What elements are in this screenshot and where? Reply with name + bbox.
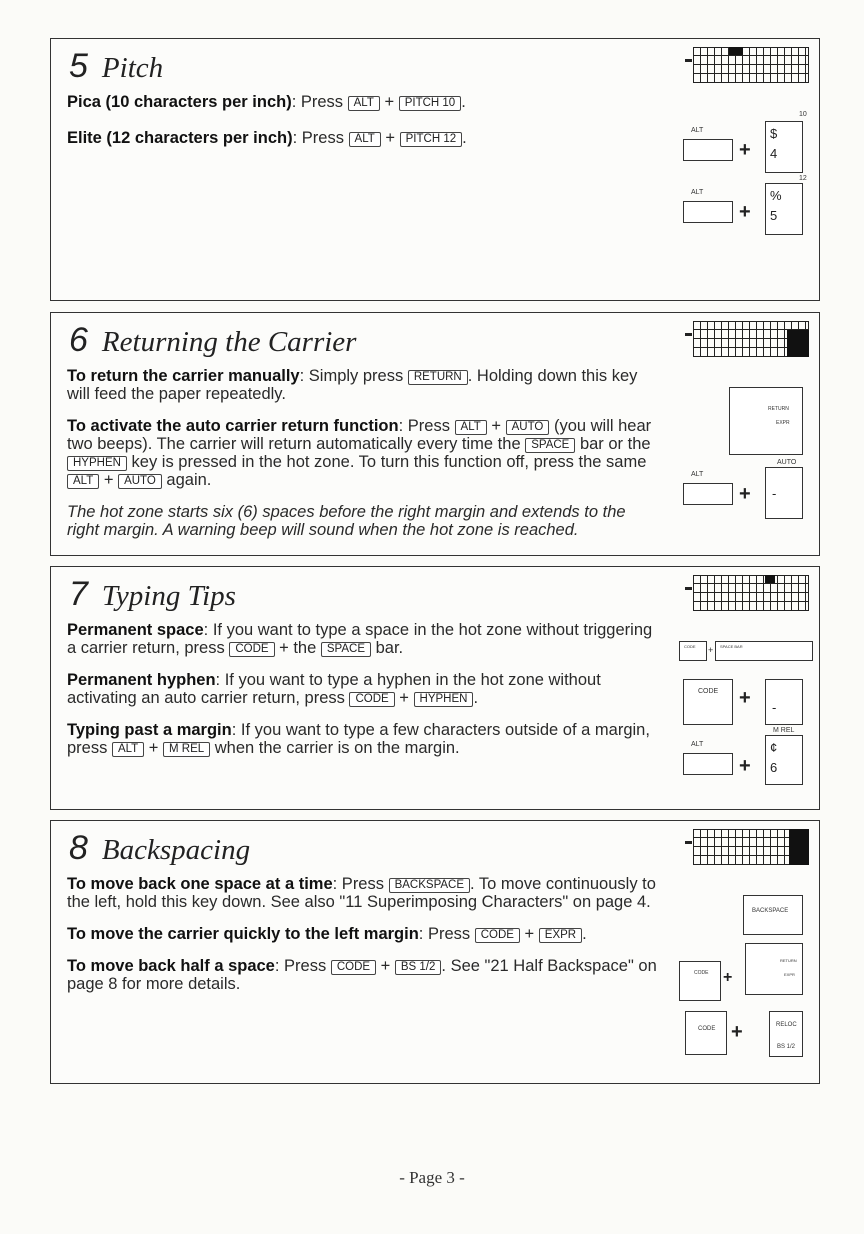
paragraph-left-margin <box>67 925 659 943</box>
space-key: SPACE <box>525 438 575 453</box>
plus-icon: + <box>723 969 733 986</box>
alt-label: ALT <box>691 741 704 748</box>
return-label: RETURN <box>780 958 797 963</box>
text: : Press <box>332 875 389 893</box>
text: bar. <box>371 639 404 657</box>
text: : Press <box>418 925 475 943</box>
section-number: 8 <box>69 829 88 867</box>
keyboard-icon <box>685 47 809 83</box>
bold-lead: To move back one space at a time <box>67 875 333 893</box>
section-body <box>67 367 659 553</box>
return-key-icon <box>729 387 803 455</box>
auto-key: AUTO <box>506 420 550 435</box>
text: : If you want to type a space in the hot zone without triggering a carrier return, press <box>67 621 653 657</box>
paragraph-pica <box>67 93 659 111</box>
keyboard-icon <box>685 575 809 611</box>
expr-key: EXPR <box>539 928 582 943</box>
paragraph-past-margin <box>67 721 659 757</box>
section-number: 7 <box>69 575 88 613</box>
plus-icon: + <box>739 483 751 505</box>
paragraph-elite <box>67 129 659 147</box>
pitch-12-key: PITCH 12 <box>400 132 463 147</box>
plus-sign: + <box>103 471 114 489</box>
text: again. <box>161 471 212 489</box>
keyboard-diagram <box>679 47 815 247</box>
code-key-icon <box>683 679 733 725</box>
pitch-10-key-icon <box>765 121 803 173</box>
code-key: CODE <box>349 692 394 707</box>
alt-key-icon <box>683 201 733 223</box>
auto-label: AUTO <box>777 459 797 466</box>
bold-lead: Elite (12 characters per inch) <box>67 129 293 147</box>
section-body <box>67 93 659 161</box>
paragraph-half-space <box>67 957 659 993</box>
alt-label: ALT <box>691 189 704 196</box>
keyboard-icon <box>685 321 809 357</box>
paragraph-permanent-hyphen <box>67 671 659 707</box>
alt-key: ALT <box>112 742 144 757</box>
section-number: 6 <box>69 321 88 359</box>
alt-key-icon <box>683 753 733 775</box>
text: . <box>461 93 466 111</box>
section-pitch <box>50 38 820 301</box>
code-key-icon <box>679 641 707 661</box>
alt-label: ALT <box>691 471 704 478</box>
hyphen-key: HYPHEN <box>67 456 127 471</box>
keyboard-diagram <box>679 321 815 521</box>
hyphen-key: HYPHEN <box>414 692 474 707</box>
alt-key: ALT <box>348 96 380 111</box>
plus-sign: + <box>524 925 535 943</box>
bold-lead: Pica (10 characters per inch) <box>67 93 292 111</box>
key-label: 10 <box>799 111 807 118</box>
return-key-icon <box>745 943 803 995</box>
bs-half-label: BS 1/2 <box>777 1044 796 1050</box>
plus-sign: + <box>491 417 502 435</box>
alt-key: ALT <box>67 474 99 489</box>
hyphen-glyph: - <box>772 486 777 501</box>
code-label: CODE <box>684 644 696 649</box>
six-glyph: 6 <box>770 760 778 775</box>
code-label: CODE <box>698 1026 716 1032</box>
alt-label: ALT <box>691 127 704 134</box>
plus-icon: + <box>708 645 714 655</box>
hyphen-glyph: - <box>772 700 777 715</box>
section-returning-carrier <box>50 312 820 556</box>
paragraph-return-manual <box>67 367 659 403</box>
section-title: Typing Tips <box>101 580 236 612</box>
plus-icon: + <box>739 201 751 223</box>
page-number: - Page 3 - <box>399 1168 465 1187</box>
bs-half-key: BS 1/2 <box>395 960 442 975</box>
code-key: CODE <box>229 642 274 657</box>
section-backspacing <box>50 820 820 1084</box>
section-heading <box>69 47 163 86</box>
text: : If you want to type a hyphen in the hot zone without activating an auto carrier return, press <box>67 671 601 707</box>
space-key: SPACE <box>321 642 371 657</box>
section-title: Pitch <box>101 52 164 84</box>
pitch-12-key-icon <box>765 183 803 235</box>
section-heading <box>69 321 356 360</box>
five-glyph: 5 <box>770 208 778 223</box>
bold-lead: To move the carrier quickly to the left margin <box>67 925 419 943</box>
percent-glyph: % <box>770 188 782 203</box>
bold-lead: To return the carrier manually <box>67 367 300 385</box>
plus-icon: + <box>739 687 751 709</box>
backspace-label: BACKSPACE <box>752 908 789 914</box>
text: . <box>462 129 467 147</box>
plus-sign: + <box>385 129 396 147</box>
bold-lead: Permanent hyphen <box>67 671 216 689</box>
keyboard-diagram <box>679 829 815 1069</box>
key-label: 12 <box>799 175 807 182</box>
paragraph-permanent-space <box>67 621 659 657</box>
text: + the <box>274 639 321 657</box>
bold-lead: To activate the auto carrier return function <box>67 417 399 435</box>
plus-sign: + <box>384 93 395 111</box>
backspace-key: BACKSPACE <box>389 878 470 893</box>
text: : Simply press <box>299 367 408 385</box>
section-title: Returning the Carrier <box>101 326 357 358</box>
code-key: CODE <box>475 928 520 943</box>
bold-lead: Permanent space <box>67 621 204 639</box>
return-label: RETURN <box>768 406 789 412</box>
text: . <box>473 689 479 707</box>
section-number: 5 <box>69 47 88 85</box>
hyphen-key-icon <box>765 679 803 725</box>
keyboard-icon <box>685 829 809 865</box>
text: . To move continuously to the left, hold this key down. See also "11 Superimposing Characters" on page 4. <box>67 875 656 911</box>
section-heading <box>69 575 236 614</box>
code-key-icon <box>679 961 721 1001</box>
text: . See "21 Half Backspace" on page 8 for more details. <box>67 957 657 993</box>
space-bar-icon <box>715 641 813 661</box>
reloc-label: RELOC <box>776 1022 797 1028</box>
plus-sign: + <box>399 689 409 707</box>
bold-lead: Typing past a margin <box>67 721 232 739</box>
text: key is pressed in the hot zone. To turn this function off, press the same <box>126 453 647 471</box>
return-key: RETURN <box>408 370 468 385</box>
paragraph-auto-return <box>67 417 659 489</box>
text: : If you want to type a few characters outside of a margin, press <box>67 721 650 757</box>
code-label: CODE <box>694 970 709 976</box>
alt-key: ALT <box>455 420 487 435</box>
code-label: CODE <box>698 688 719 695</box>
text: : Press <box>292 129 349 147</box>
section-typing-tips <box>50 566 820 810</box>
hot-zone-note: The hot zone starts six (6) spaces before the right margin and extends to the right margin. A warning beep will sound when the hot zone is reached. <box>67 503 626 539</box>
text: : Press <box>291 93 348 111</box>
alt-key: ALT <box>349 132 381 147</box>
text: (you will hear two beeps). The carrier will return automatically every time the <box>67 417 652 453</box>
text: : Press <box>274 957 331 975</box>
section-title: Backspacing <box>101 834 251 866</box>
code-key: CODE <box>331 960 376 975</box>
section-body <box>67 621 659 771</box>
m-rel-key-icon <box>765 735 803 785</box>
alt-key-icon <box>683 139 733 161</box>
expr-label: EXPR <box>784 972 795 977</box>
plus-sign: + <box>380 957 391 975</box>
section-heading <box>69 829 250 868</box>
cent-glyph: ¢ <box>770 740 778 755</box>
text: . Holding down this key will feed the paper repeatedly. <box>67 367 638 403</box>
keyboard-diagram <box>679 575 815 805</box>
plus-sign: + <box>148 739 159 757</box>
text: when the carrier is on the margin. <box>210 739 460 757</box>
auto-key: AUTO <box>118 474 162 489</box>
m-rel-key: M REL <box>163 742 210 757</box>
four-glyph: 4 <box>770 146 778 161</box>
text: : Press <box>398 417 455 435</box>
dollar-glyph: $ <box>770 126 778 141</box>
paragraph-back-one-space <box>67 875 659 911</box>
text: bar or the <box>575 435 651 453</box>
plus-icon: + <box>739 139 751 161</box>
auto-key-icon <box>765 467 803 519</box>
pitch-10-key: PITCH 10 <box>399 96 462 111</box>
text: . <box>582 925 587 943</box>
section-body <box>67 875 659 1007</box>
code-key-icon <box>685 1011 727 1055</box>
bold-lead: To move back half a space <box>67 957 275 975</box>
m-rel-label: M REL <box>773 727 795 734</box>
space-bar-label: SPACE BAR <box>720 644 743 649</box>
backspace-key-icon <box>743 895 803 935</box>
plus-icon: + <box>731 1021 743 1043</box>
alt-key-icon <box>683 483 733 505</box>
bs-half-key-icon <box>769 1011 803 1057</box>
plus-icon: + <box>739 755 751 777</box>
expr-label: EXPR <box>776 420 790 426</box>
